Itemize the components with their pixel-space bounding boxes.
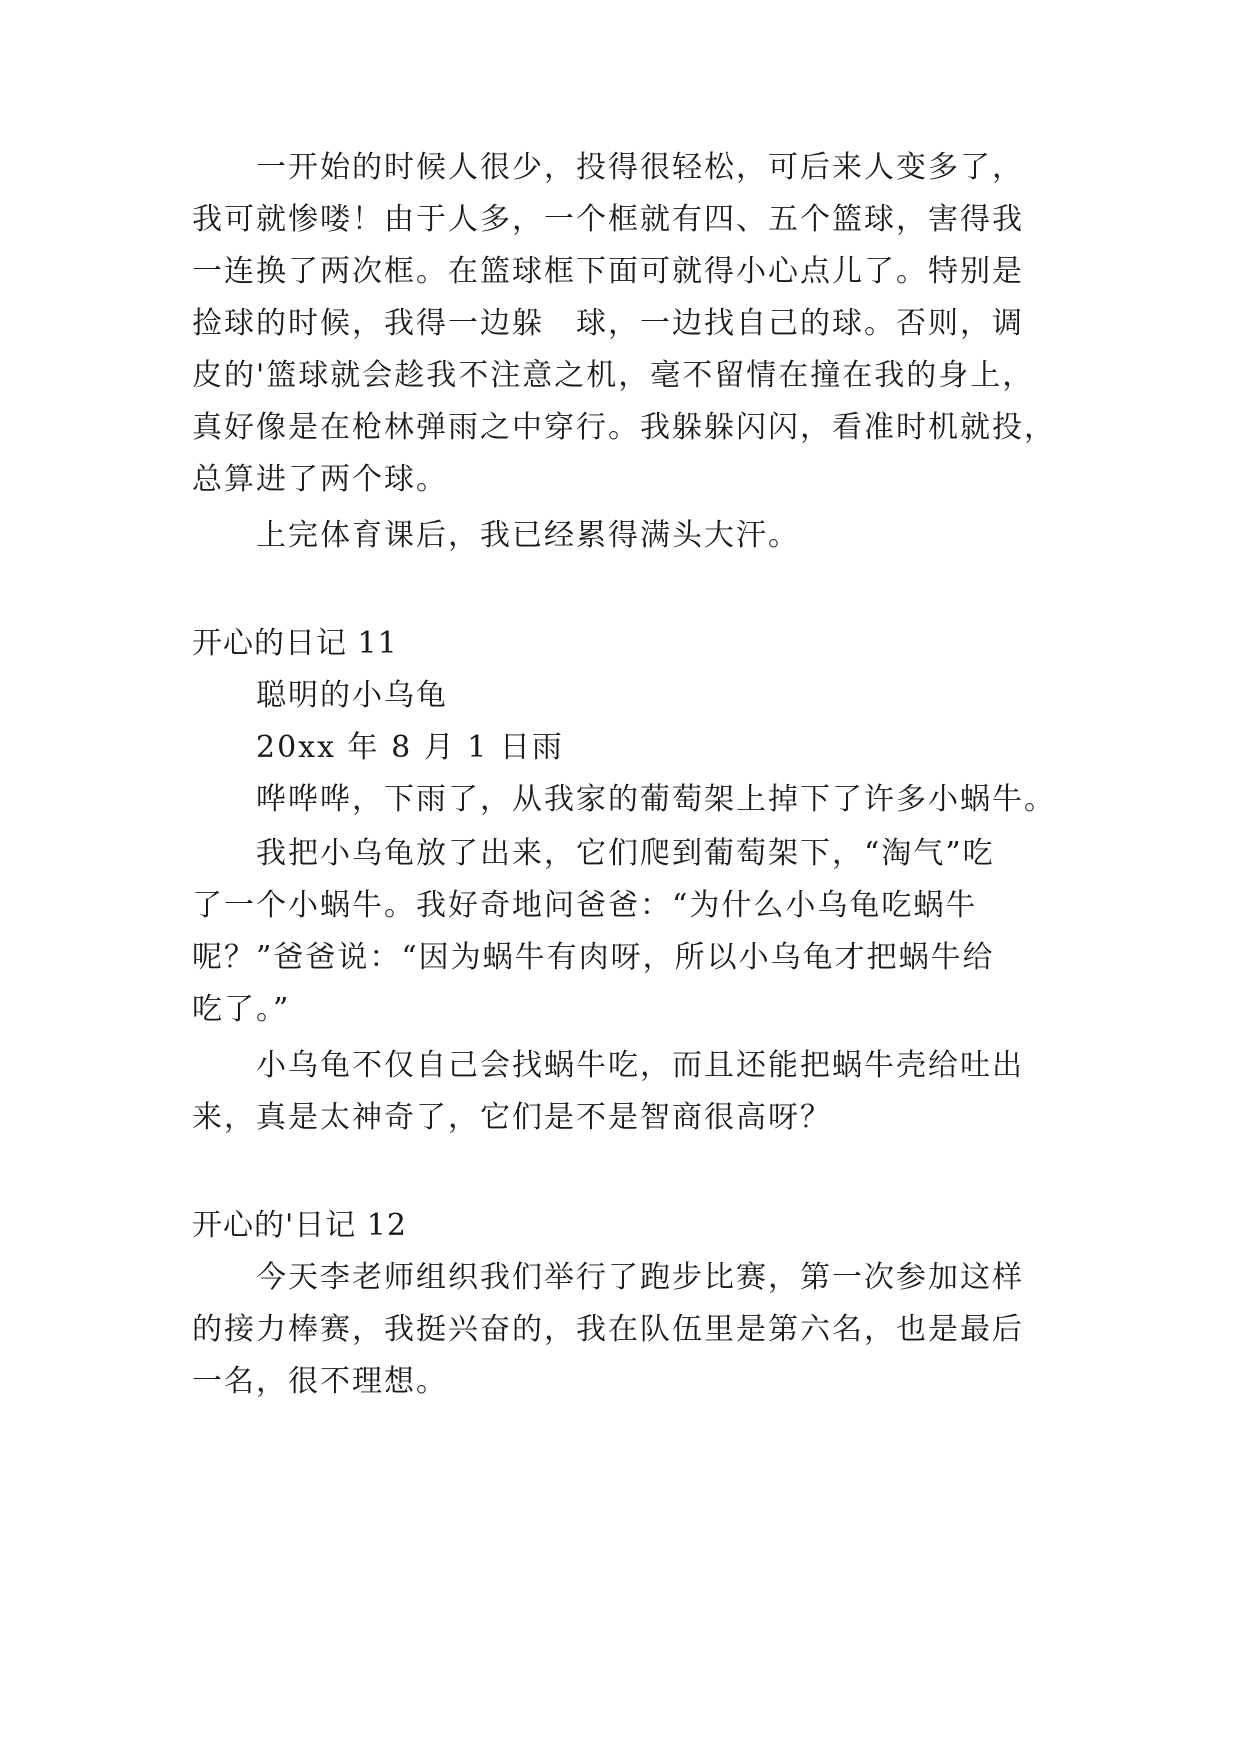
paragraph-line: 今天李老师组织我们举行了跑步比赛，第一次参加这样	[256, 1260, 1024, 1295]
paragraph-line: 总算进了两个球。	[192, 462, 448, 497]
paragraph-line: 吃了。”	[192, 992, 291, 1027]
paragraph-line: 上完体育课后，我已经累得满头大汗。	[256, 518, 800, 553]
paragraph-line: 我把小乌龟放了出来，它们爬到葡萄架下，“淘气”吃	[256, 836, 995, 871]
paragraph-line: 真好像是在枪林弹雨之中穿行。我躲躲闪闪，看准时机就投，	[192, 410, 1056, 445]
paragraph-line: 来，真是太神奇了，它们是不是智商很高呀？	[192, 1100, 832, 1135]
paragraph-line: 呢？”爸爸说：“因为蜗牛有肉呀，所以小乌龟才把蜗牛给	[192, 940, 995, 975]
paragraph-line: 了一个小蜗牛。我好奇地问爸爸：“为什么小乌龟吃蜗牛	[192, 888, 978, 923]
paragraph-line: 皮的'篮球就会趁我不注意之机，毫不留情在撞在我的身上，	[192, 358, 1035, 393]
diary-heading: 开心的'日记 12	[192, 1208, 407, 1243]
paragraph-line: 小乌龟不仅自己会找蜗牛吃，而且还能把蜗牛壳给吐出	[256, 1048, 1024, 1083]
paragraph-line: 捡球的时候，我得一边躲 球，一边找自己的球。否则，调	[192, 306, 1024, 341]
paragraph-line: 一开始的时候人很少，投得很轻松，可后来人变多了，	[256, 150, 1024, 185]
paragraph-line: 哗哗哗，下雨了，从我家的葡萄架上掉下了许多小蜗牛。	[256, 782, 1056, 817]
paragraph-line: 我可就惨喽！由于人多，一个框就有四、五个篮球，害得我	[192, 202, 1024, 237]
diary-date: 20xx 年 8 月 1 日雨	[256, 730, 564, 765]
paragraph-line: 的接力棒赛，我挺兴奋的，我在队伍里是第六名，也是最后	[192, 1312, 1024, 1347]
paragraph-line: 一连换了两次框。在篮球框下面可就得小心点儿了。特别是	[192, 254, 1024, 289]
diary-heading: 开心的日记 11	[192, 626, 398, 661]
diary-title: 聪明的小乌龟	[256, 678, 448, 713]
paragraph-line: 一名，很不理想。	[192, 1364, 448, 1399]
